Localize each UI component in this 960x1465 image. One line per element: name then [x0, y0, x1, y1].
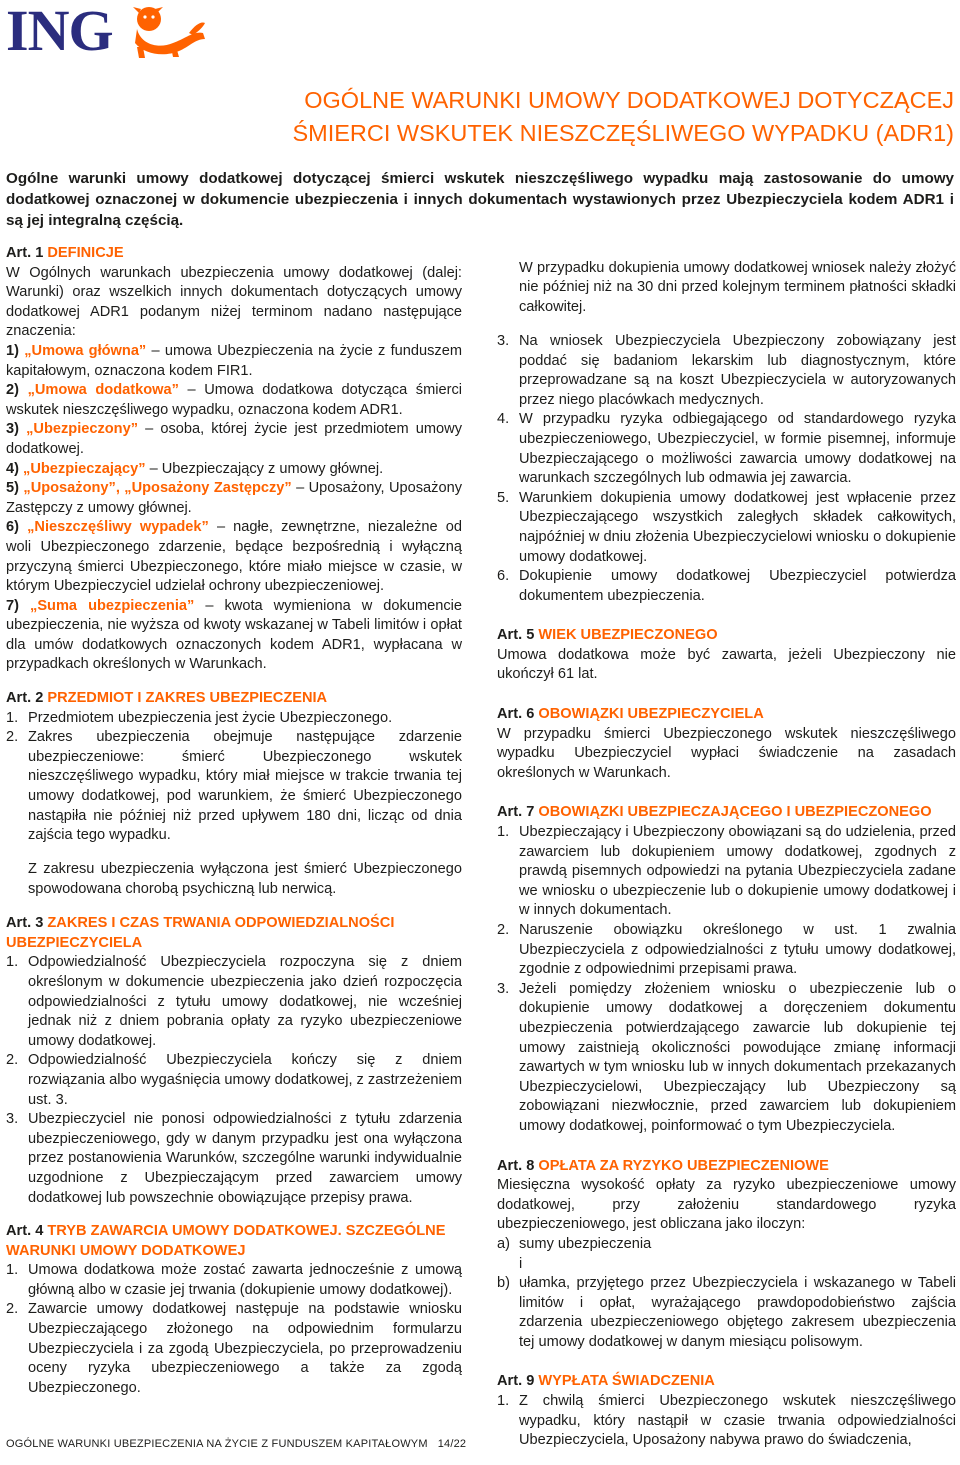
footer-text: OGÓLNE WARUNKI UBEZPIECZENIA NA ŻYCIE Z FUNDUSZEM KAPITAŁOWYM	[6, 1438, 428, 1450]
list-item	[6, 1051, 462, 1110]
definition-term: „Ubezpieczony”	[26, 421, 139, 438]
list-item	[497, 410, 956, 488]
list-item-number: 1.	[497, 824, 510, 841]
title-line-1: OGÓLNE WARUNKI UMOWY DODATKOWEJ DOTYCZĄCEJ	[304, 87, 954, 113]
definition-number: 6)	[6, 519, 19, 536]
list-item-text: Zakres ubezpieczenia obejmuje następujące zdarzenie ubezpieczeniowe: śmierć Ubezpieczonego wskutek nieszczęśliwego wypadku, który miał miejsce w trakcie trwania tej umowy dodatkowej, pod warunkiem, że śmierć Ubezpieczonego nastąpiła nie później niż przed upływem 180 dni, licząc od dnia zajścia tego wypadku.	[28, 729, 462, 844]
definition-term: „Suma ubezpieczenia”	[30, 597, 195, 614]
list-item-text: Odpowiedzialność Ubezpieczyciela rozpoczyna się z dniem określonym w dokumencie ubezpieczenia jako dzień rozpoczęcia odpowiedzialności z tytułu umowy dodatkowej, nie wcześniej jednak niż z dniem pobrania opłaty za ryzyko ubezpieczeniowe umowy dodatkowej.	[28, 954, 462, 1049]
definition-term: „Ubezpieczający”	[23, 460, 146, 477]
definition-text: – osoba, której życie jest przedmiotem umowy dodatkowej.	[6, 421, 462, 457]
left-column	[6, 244, 462, 1412]
article-7-items	[497, 823, 956, 1137]
article-5-text: Umowa dodatkowa może być zawarta, jeżeli Ubezpieczony nie ukończył 61 lat.	[497, 646, 956, 683]
definition-text: – Umowa dodatkowa dotycząca śmierci wskutek nieszczęśliwego wypadku, oznaczona kodem ADR1.	[6, 382, 462, 418]
list-item-number: 3.	[6, 1111, 19, 1128]
list-item-text: Naruszenie obowiązku określonego w ust. 1 zwalnia Ubezpieczyciela z odpowiedzialności z tytułu umowy dodatkowej, zgodnie z odpowiednimi przepisami prawa.	[519, 922, 956, 978]
list-item-text: Umowa dodatkowa może zostać zawarta jednocześnie z umową główną albo w czasie jej trwania (dokupienie umowy dodatkowej).	[28, 1262, 462, 1298]
page-footer	[6, 1438, 466, 1450]
definition-item	[6, 460, 462, 480]
list-item-number: 5.	[497, 489, 510, 506]
list-item-text: Warunkiem dokupienia umowy dodatkowej jest wpłacenie przez Ubezpieczającego wszystkich zaległych składek całkowitych, najpóźniej w dniu złożenia Ubezpieczycielowi wniosku o dokupienie umowy dodatkowej.	[519, 489, 956, 565]
list-item-text: Ubezpieczający i Ubezpieczony obowiązani są do udzielenia, przed zawarciem lub dokupieniem umowy dodatkowej, zgodnych z prawdą pisemnych odpowiedzi na pytania Ubezpieczyciela zadane we wniosku o ubezpieczenie lub o dokupienie umowy dodatkowej i w innych dokumentach.	[519, 824, 956, 919]
list-item	[497, 332, 956, 410]
list-item	[497, 1392, 956, 1451]
list-item	[6, 1300, 462, 1398]
definitions-list	[6, 342, 462, 675]
article-4-continued	[497, 259, 956, 607]
list-item	[497, 1235, 956, 1255]
list-item-number: 4.	[497, 411, 510, 428]
article-8-lead: Miesięczna wysokość opłaty za ryzyko ubezpieczeniowe umowy dodatkowej, przy założeniu standardowego ryzyka ubezpieczeniowego, jest obliczana jako iloczyn:	[497, 1177, 956, 1233]
definition-text: – kwota wymieniona w dokumencie ubezpieczenia, nie wyższa od kwoty wskazanej w Tabeli limitów i opłat dla umów dodatkowych oznaczonych kodem ADR1, wypłacana w przypadkach określonych w Warunkach.	[6, 597, 462, 673]
list-item	[6, 953, 462, 1051]
definition-term: „Umowa dodatkowa”	[27, 382, 179, 399]
lion-icon	[119, 3, 207, 59]
article-8	[497, 1157, 956, 1353]
definition-number: 2)	[6, 382, 19, 399]
article-9-items	[497, 1392, 956, 1451]
list-item	[6, 1261, 462, 1300]
document-title	[194, 84, 954, 150]
definition-term: „Uposażony”, „Uposażony Zastępczy”	[23, 480, 292, 497]
article-6-text: W przypadku śmierci Ubezpieczonego wskutek nieszczęśliwego wypadku Ubezpieczyciel wypłaci świadczenie na zasadach określonych w Warunkach.	[497, 725, 956, 781]
title-line-2: ŚMIERCI WSKUTEK NIESZCZĘŚLIWEGO WYPADKU (ADR1)	[292, 120, 954, 146]
article-7	[497, 803, 956, 1136]
article-4	[6, 1222, 462, 1398]
article-8-items	[497, 1235, 956, 1353]
article-7-heading: Art. 7 OBOWIĄZKI UBEZPIECZAJĄCEGO I UBEZPIECZONEGO	[497, 804, 932, 821]
list-item	[6, 709, 462, 729]
definition-term: „Umowa główna”	[24, 342, 147, 359]
list-item-number: 3.	[497, 332, 510, 349]
definition-text: – umowa Ubezpieczenia na życie z funduszem kapitałowym, oznaczona kodem FIR1.	[6, 342, 462, 379]
article-6-heading: Art. 6 OBOWIĄZKI UBEZPIECZYCIELA	[497, 706, 764, 723]
list-item-text: Na wniosek Ubezpieczyciela Ubezpieczony zobowiązany jest poddać się badaniom lekarskim lub diagnostycznym, które przeprowadzane są na koszt Ubezpieczyciela w autoryzowanych przez niego placówkach medycznych.	[519, 332, 956, 408]
list-item-number: 2.	[6, 729, 19, 746]
list-item-text: ułamka, przyjętego przez Ubezpieczyciela i wskazanego w Tabeli limitów i opłat, wyrażającego prawdopodobieństwo zajścia zdarzenia ubezpieczeniowego objętego zakresem ubezpieczenia tej umowy dodatkowej w danym miesiącu polisowym.	[519, 1275, 956, 1350]
definition-item	[6, 518, 462, 596]
list-item-number: 2.	[6, 1301, 19, 1318]
definition-term: „Nieszczęśliwy wypadek”	[27, 519, 209, 536]
list-item-text: Jeżeli pomiędzy złożeniem wniosku o ubezpieczenie lub o dokupienie umowy dodatkowej a doręczeniem dokumentu ubezpieczenia potwierdzającego zawarcie lub dokupienie tej umowy zaistnieją okoliczności powodujące zmianę informacji zawartych w tym wniosku lub w innych dokumentach przekazanych Ubezpieczycielowi, Ubezpieczający lub Ubezpieczony są zobowiązani niezwłocznie, przed zawarciem lub dokupieniem umowy dodatkowej, poinformować o tym Ubezpieczyciela.	[519, 980, 956, 1134]
list-item-text: Odpowiedzialność Ubezpieczyciela kończy się z dniem rozwiązania albo wygaśnięcia umowy dodatkowej, z zastrzeżeniem ust. 3.	[28, 1052, 462, 1108]
list-item-text: Z chwilą śmierci Ubezpieczonego wskutek nieszczęśliwego wypadku, który nastąpił w czasie trwania odpowiedzialności Ubezpieczyciela, Uposażony nabywa prawo do świadczenia,	[519, 1393, 956, 1449]
article-3-items	[6, 953, 462, 1208]
article-2-items	[6, 709, 462, 846]
article-3-heading: Art. 3 ZAKRES I CZAS TRWANIA ODPOWIEDZIALNOŚCI UBEZPIECZYCIELA	[6, 915, 395, 951]
list-item	[497, 823, 956, 921]
list-item-text: Przedmiotem ubezpieczenia jest życie Ubezpieczonego.	[28, 709, 393, 726]
definition-item	[6, 597, 462, 675]
list-item-number: b)	[497, 1275, 510, 1292]
definition-number: 3)	[6, 421, 19, 438]
list-item-number: 1.	[6, 954, 19, 971]
definition-number: 1)	[6, 342, 19, 359]
list-item	[6, 1110, 462, 1208]
article-4-continuation: W przypadku dokupienia umowy dodatkowej wniosek należy złożyć nie później niż na 30 dni przed kolejnym terminem płatności składki całkowitej.	[519, 259, 956, 315]
article-5-heading: Art. 5 WIEK UBEZPIECZONEGO	[497, 627, 718, 644]
article-2-heading: Art. 2 PRZEDMIOT I ZAKRES UBEZPIECZENIA	[6, 690, 328, 707]
article-4-heading: Art. 4 TRYB ZAWARCIA UMOWY DODATKOWEJ. SZCZEGÓLNE WARUNKI UMOWY DODATKOWEJ	[6, 1223, 446, 1259]
list-item-number: 1.	[497, 1393, 510, 1410]
definition-text: – nagłe, zewnętrzne, niezależne od woli Ubezpieczonego zdarzenie, będące bezpośrednią i wyłączną przyczyną śmierci Ubezpieczonego, które miało miejsce w czasie, w którym Ubezpieczyciel udzielał ochrony ubezpieczeniowej.	[6, 519, 462, 595]
definition-item	[6, 381, 462, 420]
definition-number: 4)	[6, 460, 19, 477]
list-item	[497, 1274, 956, 1352]
ing-logo	[6, 0, 207, 63]
page-number: 14/22	[437, 1438, 467, 1450]
article-9-heading: Art. 9 WYPŁATA ŚWIADCZENIA	[497, 1373, 715, 1390]
list-item-text: W przypadku ryzyka odbiegającego od standardowego ryzyka ubezpieczeniowego, Ubezpieczyciel, w formie pisemnej, informuje Ubezpieczającego o możliwości zawarcia umowy dodatkowej na warunkach szczególnych lub odmawia jej zawarcia.	[519, 411, 956, 487]
list-item-number	[497, 1255, 519, 1275]
list-item-number: a)	[497, 1235, 510, 1252]
list-item-text: i	[519, 1255, 523, 1272]
article-6	[497, 705, 956, 783]
list-item-text: sumy ubezpieczenia	[519, 1235, 652, 1252]
intro-paragraph: Ogólne warunki umowy dodatkowej dotyczącej śmierci wskutek nieszczęśliwego wypadku mają zastosowanie do umowy dodatkowej oznaczonej w dokumencie ubezpieczenia i innych dokumentach wystawionych przez Ubezpieczyciela kodem ADR1 i są jej integralną częścią.	[6, 170, 954, 229]
list-item-number: 2.	[497, 922, 510, 938]
list-item-number: 1.	[6, 709, 19, 726]
right-column	[497, 244, 956, 1465]
definition-number: 7)	[6, 597, 19, 614]
list-item-number: 2.	[6, 1052, 19, 1069]
list-item-text: Zawarcie umowy dodatkowej następuje na podstawie wniosku Ubezpieczającego złożonego na odpowiednim formularzu Ubezpieczyciela i za zgodą Ubezpieczyciela, po przeprowadzeniu oceny ryzyka ubezpieczeniowego a także za zgodą Ubezpieczonego.	[28, 1301, 462, 1396]
list-item	[497, 567, 956, 606]
article-1-heading: Art. 1 DEFINICJE	[6, 245, 124, 261]
definition-text: – Ubezpieczający z umowy głównej.	[145, 460, 384, 477]
list-item-text: Dokupienie umowy dodatkowej Ubezpieczyciel potwierdza dokumentem ubezpieczenia.	[519, 568, 956, 604]
ing-logo-text: ING	[6, 0, 113, 63]
article-1-lead: W Ogólnych warunkach ubezpieczenia umowy dodatkowej (dalej: Warunki) oraz wszelkich innych dokumentach dotyczących umowy dodatkowej ADR1 podanym niżej terminom nadano następujące znaczenia:	[6, 264, 462, 340]
list-item	[497, 921, 956, 980]
list-item-number: 1.	[6, 1262, 19, 1279]
article-4-items	[6, 1261, 462, 1398]
list-item	[497, 1255, 956, 1275]
list-item	[6, 728, 462, 846]
list-item	[497, 980, 956, 1137]
list-item-number: 6.	[497, 568, 510, 585]
list-item-number: 3.	[497, 980, 510, 997]
article-8-heading: Art. 8 OPŁATA ZA RYZYKO UBEZPIECZENIOWE	[497, 1157, 829, 1174]
definition-number: 5)	[6, 480, 19, 497]
article-4-items-continued	[497, 332, 956, 606]
article-2-continuation: Z zakresu ubezpieczenia wyłączona jest śmierć Ubezpieczonego spowodowana chorobą psychiczną lub nerwicą.	[28, 861, 462, 897]
definition-item	[6, 479, 462, 518]
article-1	[6, 244, 462, 675]
article-3	[6, 914, 462, 1208]
article-9	[497, 1372, 956, 1450]
list-item-text: Ubezpieczyciel nie ponosi odpowiedzialności z tytułu zdarzenia ubezpieczeniowego, gdy w danym przypadku jest ona wyłączona przez postanowienia Warunków, szczególne warunki indywidualnie uzgodnione z Ubezpieczającym przed zawarciem umowy dodatkowej lub powszechnie obowiązujące przepisy prawa.	[28, 1111, 462, 1206]
article-2	[6, 689, 462, 900]
article-5	[497, 626, 956, 685]
definition-item	[6, 342, 462, 381]
list-item	[497, 489, 956, 567]
definition-text: – Uposażony, Uposażony Zastępczy z umowy głównej.	[6, 480, 462, 516]
definition-item	[6, 420, 462, 459]
